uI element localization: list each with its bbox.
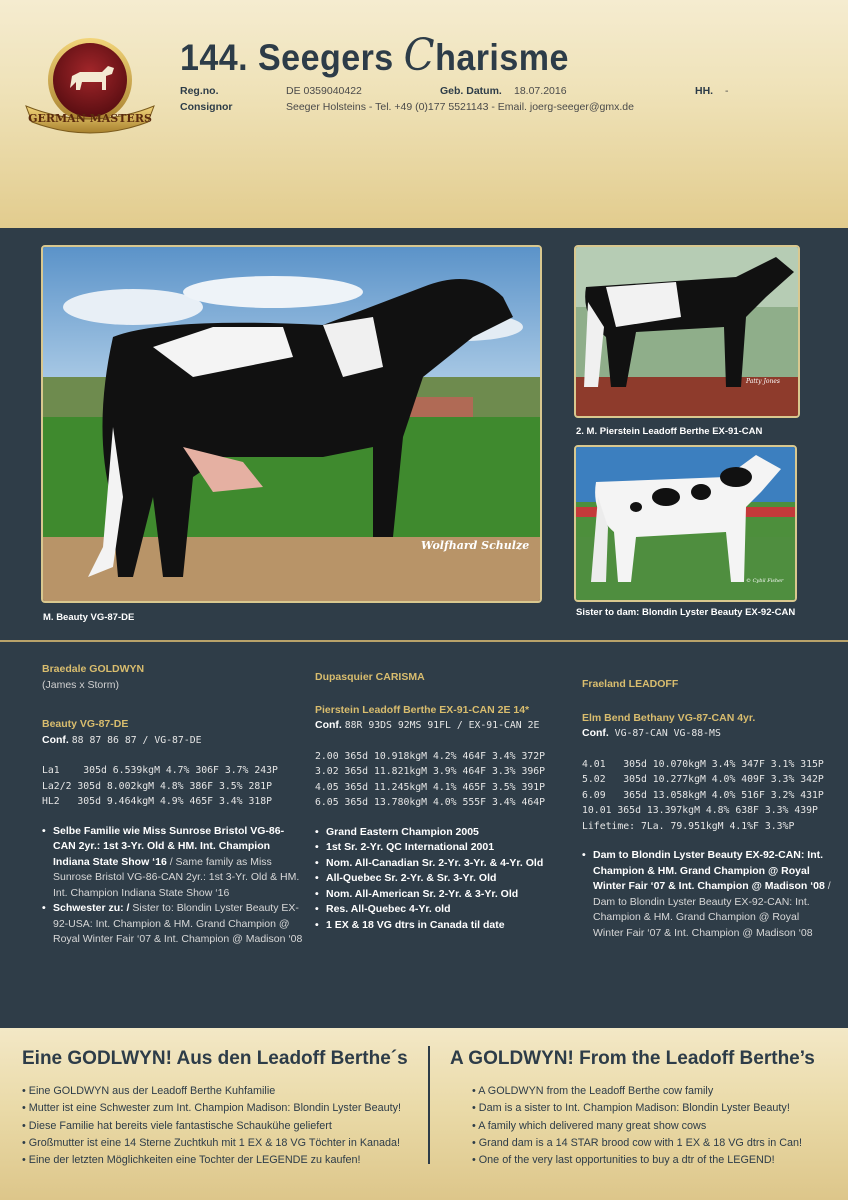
main-photo-credit: Wolfhard Schulze — [421, 539, 530, 552]
sister-photo — [574, 445, 797, 602]
footer-item-en: • One of the very last opportunities to buy a dtr of the LEGEND! — [472, 1152, 802, 1169]
dam-record-3: HL2 305d 9.464kgM 4.9% 465F 3.4% 318P — [42, 796, 273, 807]
dam-name: Beauty VG-87-DE — [42, 718, 129, 730]
greatgranddam-conf: VG-87-CAN VG-88-MS — [614, 728, 721, 739]
greatgranddam-record-4: 10.01 365d 13.397kgM 4.8% 638F 3.3% 439P — [582, 805, 818, 816]
sister-caption: Sister to dam: Blondin Lyster Beauty EX-92-CAN — [576, 607, 796, 618]
granddam-record-2: 3.02 365d 11.821kgM 3.9% 464F 3.3% 396P — [315, 766, 546, 777]
footer-item-de: • Mutter ist eine Schwester zum Int. Champion Madison: Blondin Lyster Beauty! — [22, 1100, 401, 1117]
page-title: 144. Seegers Charisme — [180, 30, 569, 81]
svg-text:Patty Jones: Patty Jones — [746, 378, 780, 385]
greatgranddam-record-1: 4.01 305d 10.070kgM 3.4% 347F 3.1% 315P — [582, 758, 824, 770]
dam-bullet-family: • Selbe Familie wie Miss Sunrose Bristol VG-86- CAN 2yr.: 1st 3-Yr. Old & HM. Int. Champion Indiana State Show ‘16 / Same family as Miss Sunrose Bristol VG-86-CAN 2yr.: 1st 3-Yr. Old & HM. Int. Champion Indiana State Show ‘16 — [42, 824, 307, 902]
birth-label: Geb. Datum. — [440, 85, 502, 97]
pedigree-column-greatgranddam: Fraeland LEADOFF Elm Bend Bethany VG-87-CAN 4yr. Conf. VG-87-CAN VG-88-MS 4.01 305d 10.070kgM 3.4% 347F 3.1% 315P 5.02 305d 10.277kgM 4.0% 409F 3.3% 342P 6.09 365d 13.058kgM 4.0% 516F 3.2% 431P 10.01 365d 13.397kgM 4.8% 638F 3.3% 439P Lifetime: 7La. 79.951kgM 4.1%F 3.3%P • Dam to Blondin Lyster Beauty EX-92-CAN: Int. Champion & HM. Grand Champion @ Royal Winter Fair ‘07 & Int. Champion @ Madison ‘08 / Dam to Blondin Lyster Beauty EX-92-CAN: Int. Champion & HM. Grand Champion @ Royal Winter Fair ‘07 & Int. Champion @ Madison ‘08 — [582, 677, 832, 941]
granddam-bullet: • Nom. All-American Sr. 2-Yr. & 3-Yr. Old — [315, 887, 580, 903]
greatgranddam-name: Elm Bend Bethany VG-87-CAN 4yr. — [582, 711, 756, 724]
section-divider — [0, 640, 848, 642]
granddam-record-1: 2.00 365d 10.918kgM 4.2% 464F 3.4% 372P — [315, 750, 546, 762]
footer-item-en: • A family which delivered many great show cows — [472, 1118, 802, 1135]
footer-item-en: • A GOLDWYN from the Leadoff Berthe cow family — [472, 1083, 802, 1100]
pedigree-column-granddam: Dupasquier CARISMA Pierstein Leadoff Berthe EX-91-CAN 2E 14* Conf. 88R 93DS 92MS 91FL / EX-91-CAN 2E 2.00 365d 10.918kgM 4.2% 464F 3.4% 372P 3.02 365d 11.821kgM 3.9% 464F 3.3% 396P 4.05 365d 11.245kgM 4.1% 465F 3.5% 391P 6.05 365d 13.780kgM 4.0% 555F 3.4% 464P • Grand Eastern Champion 2005 • 1st Sr. 2-Yr. QC International 2001 • Nom. All-Canadian Sr. 2-Yr. 3-Yr. & 4-Yr. Old • All-Quebec Sr. 2-Yr. & Sr. 3-Yr. Old • Nom. All-American Sr. 2-Yr. & 3-Yr. Old • Res. All-Quebec 4-Yr. old • 1 EX & 18 VG dtrs in Canada til date — [315, 670, 580, 933]
main-photo-caption: M. Beauty VG-87-DE — [43, 612, 135, 623]
granddam-bullet: • 1st Sr. 2-Yr. QC International 2001 — [315, 840, 580, 856]
footer-title-de: Eine GODLWYN! Aus den Leadoff Berthe´s — [22, 1048, 408, 1069]
mggs-name: Fraeland LEADOFF — [582, 678, 679, 690]
granddam-bullet: • Res. All-Quebec 4-Yr. old — [315, 902, 580, 918]
footer-item-en: • Dam is a sister to Int. Champion Madison: Blondin Lyster Beauty! — [472, 1100, 802, 1117]
dam-record-1: La1 305d 6.539kgM 4.7% 306F 3.7% 243P — [42, 765, 278, 776]
dam-conf: 88 87 86 87 / VG-87-DE — [71, 734, 202, 746]
footer-item-de: • Eine GOLDWYN aus der Leadoff Berthe Kuhfamilie — [22, 1083, 401, 1100]
granddam-record-3: 4.05 365d 11.245kgM 4.1% 465F 3.5% 391P — [315, 781, 546, 793]
sire-pedigree: (James x Storm) — [42, 678, 120, 691]
footer-list-en — [472, 1083, 802, 1169]
footer-item-de: • Diese Familie hat bereits viele fantastische Schaukühe geliefert — [22, 1118, 401, 1135]
svg-text:© Cybil Fisher: © Cybil Fisher — [746, 578, 784, 584]
footer-item-en: • Grand dam is a 14 STAR brood cow with 1 EX & 18 VG dtrs in Can! — [472, 1135, 802, 1152]
granddam-bullet: • All-Quebec Sr. 2-Yr. & Sr. 3-Yr. Old — [315, 871, 580, 887]
pedigree-column-sire: Braedale GOLDWYN (James x Storm) Beauty VG-87-DE Conf. 88 87 86 87 / VG-87-DE La1 305d 6.539kgM 4.7% 306F 3.7% 243P La2/2 305d 8.002kgM 4.8% 386F 3.5% 281P HL2 305d 9.464kgM 4.9% 465F 3.4% 318P • Selbe Familie wie Miss Sunrose Bristol VG-86- CAN 2yr.: 1st 3-Yr. Old & HM. Int. Champion Indiana State Show ‘16 / Same family as Miss Sunrose Bristol VG-86-CAN 2yr.: 1st 3-Yr. Old & HM. Int. Champion Indiana State Show ‘16 • Schwester zu: / Sister to: Blondin Lyster Beauty EX-92-USA: Int. Champion & HM. Grand Champion @ Royal Winter Fair ‘07 & Int. Champion @ Madison ‘08 — [42, 662, 307, 948]
german-masters-logo — [22, 36, 158, 136]
consignor-label: Consignor — [180, 101, 233, 113]
greatgranddam-record-3: 6.09 365d 13.058kgM 4.0% 516F 3.2% 431P — [582, 789, 824, 801]
footer-item-de: • Eine der letzten Möglichkeiten eine Tochter der LEGENDE zu kaufen! — [22, 1152, 401, 1169]
footer-title-en: A GOLDWYN! From the Leadoff Berthe’s — [450, 1048, 815, 1069]
granddam-bullet: • 1 EX & 18 VG dtrs in Canada til date — [315, 918, 580, 934]
title-script-initial: C — [403, 30, 436, 81]
dam-record-2: La2/2 305d 8.002kgM 4.8% 386F 3.5% 281P — [42, 780, 273, 792]
footer-item-de: • Großmutter ist eine 14 Sterne Zuchtkuh mit 1 EX & 18 VG Töchter in Kanada! — [22, 1135, 401, 1152]
greatgranddam-lifetime: Lifetime: 7La. 79.951kgM 4.1%F 3.3%P — [582, 820, 795, 832]
greatgranddam-record-2: 5.02 305d 10.277kgM 4.0% 409F 3.3% 342P — [582, 774, 824, 785]
main-cow-photo — [41, 245, 542, 603]
regno-label: Reg.no. — [180, 85, 219, 97]
hh-value: - — [725, 85, 729, 97]
hh-label: HH. — [695, 85, 714, 97]
greatgranddam-bullet: • Dam to Blondin Lyster Beauty EX-92-CAN: Int. Champion & HM. Grand Champion @ Royal Winter Fair ‘07 & Int. Champion @ Madison ‘08 / Dam to Blondin Lyster Beauty EX-92-CAN: Int. Champion & HM. Grand Champion @ Royal Winter Fair ‘07 & Int. Champion @ Madison ‘08 — [582, 848, 832, 941]
footer-list-de — [22, 1083, 401, 1169]
regno-value: DE 0359040422 — [286, 85, 362, 97]
granddam-bullet: • Nom. All-Canadian Sr. 2-Yr. 3-Yr. & 4-Yr. Old — [315, 856, 580, 872]
sire-name: Braedale GOLDWYN — [42, 663, 145, 675]
footer-separator — [428, 1046, 430, 1164]
dam-grandmother-photo — [574, 245, 800, 418]
svg-text:GERMAN MASTERS: GERMAN MASTERS — [28, 112, 152, 125]
dam-bullet-sister: • Schwester zu: / Sister to: Blondin Lyster Beauty EX-92-USA: Int. Champion & HM. Grand Champion @ Royal Winter Fair ‘07 & Int. Champion @ Madison ‘08 — [42, 901, 307, 948]
consignor-value: Seeger Holsteins - Tel. +49 (0)177 5521143 - Email. joerg-seeger@gmx.de — [286, 101, 634, 113]
mgs-name: Dupasquier CARISMA — [315, 671, 425, 683]
birth-value: 18.07.2016 — [514, 85, 567, 97]
granddam-name: Pierstein Leadoff Berthe EX-91-CAN 2E 14* — [315, 703, 530, 716]
granddam-conf: 88R 93DS 92MS 91FL / EX-91-CAN 2E — [344, 720, 540, 731]
dam-grandmother-caption: 2. M. Pierstein Leadoff Berthe EX-91-CAN — [576, 426, 763, 437]
granddam-bullet: • Grand Eastern Champion 2005 — [315, 825, 580, 841]
granddam-record-4: 6.05 365d 13.780kgM 4.0% 555F 3.4% 464P — [315, 797, 546, 808]
